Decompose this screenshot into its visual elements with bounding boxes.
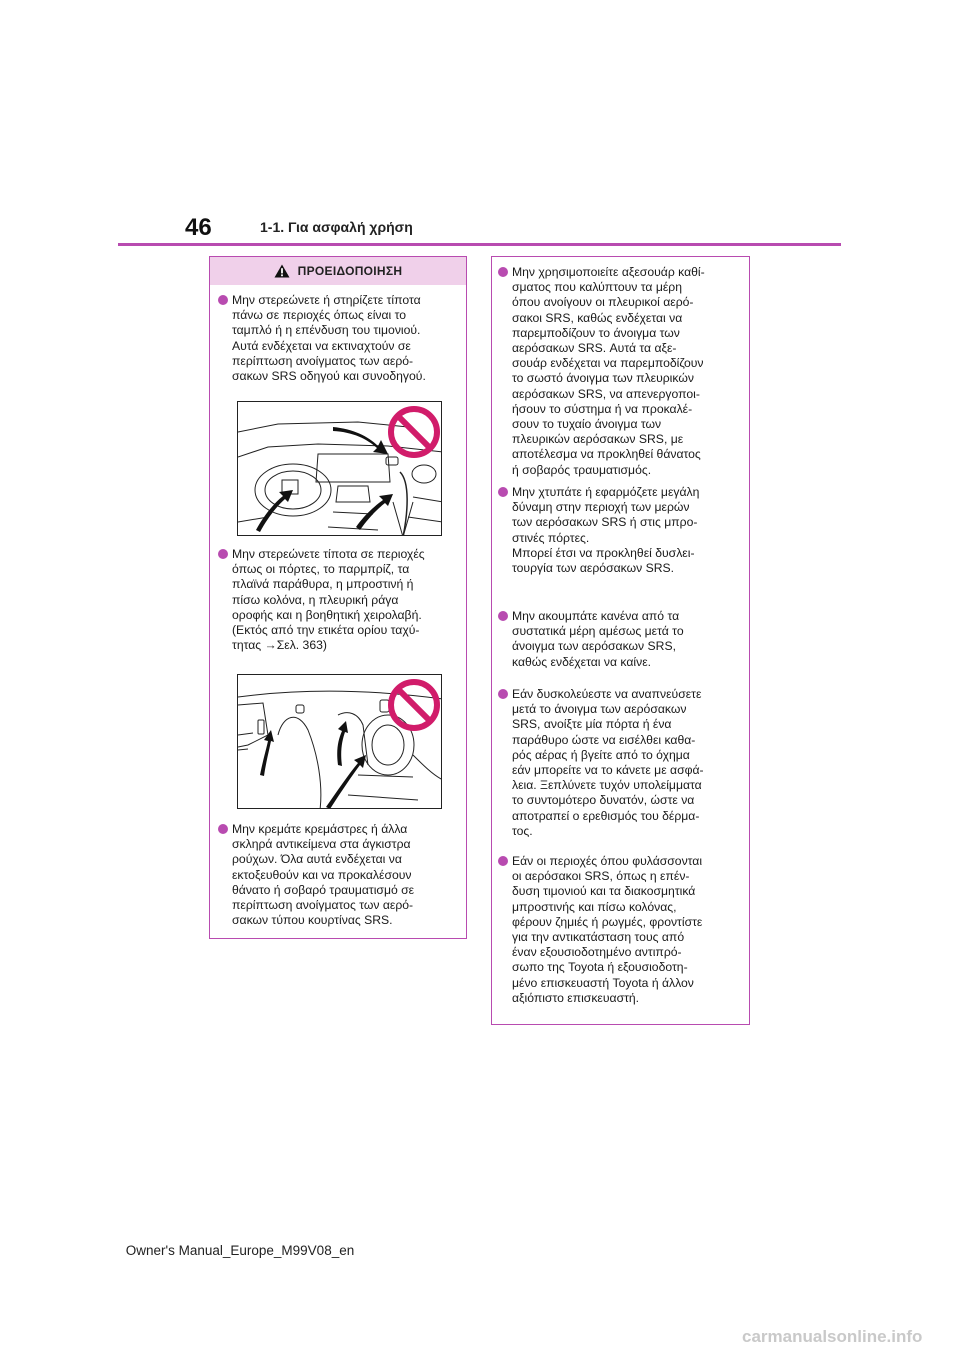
dashboard-illustration [237,401,442,536]
warning-header [210,257,466,285]
warning-item-1 [218,293,466,384]
bullet-icon [498,856,508,866]
bullet-icon [218,549,228,559]
right-item-text: Μην χτυπάτε ή εφαρμόζετε μεγάλη δύναμη στην περιοχή των μερών των αερόσακων SRS ή στις μπρο- στινές πόρτες. Μπορεί έτσι να προκληθεί δυσλει- τουργία των αερόσακων SRS. [512,485,700,576]
warning-box-continued [491,256,750,1025]
warning-item-text: Μην στερεώνετε ή στηρίζετε τίποτα πάνω σε περιοχές όπως είναι το ταμπλό ή η επένδυση του τιμονιού. Αυτά ενδέχεται να εκτιναχτούν σε περίπτωση ανοίγματος των αερό- σακων SRS οδηγού και συνοδηγού. [232,293,426,384]
page-number: 46 [185,214,212,241]
svg-text:carmanualsonline.info: carmanualsonline.info [742,1327,923,1346]
bullet-icon [498,267,508,277]
bullet-icon [218,295,228,305]
warning-item-3 [218,822,466,928]
bullet-icon [498,689,508,699]
right-item-2 [498,485,744,576]
right-item-text: Εάν δυσκολεύεστε να αναπνεύσετε μετά το άνοιγμα των αερόσακων SRS, ανοίξτε μία πόρτα ή ένα παράθυρο ώστε να εισέλθει καθα- ρός αέρας ή βγείτε από το όχημα εάν μπορείτε να το κάνετε με ασφά- λεια. Ξεπλύνετε τυχόν υπολείμματα το συντομότερο δυνατόν, ώστε να αποτραπεί ο ερεθισμός του δέρμα- τος. [512,687,704,838]
dashboard-drawing [238,402,442,536]
header-divider [118,243,841,246]
right-item-text: Μην ακουμπάτε κανένα από τα συστατικά μέρη αμέσως μετά το άνοιγμα των αερόσακων SRS, καθώς ενδέχεται να καίνε. [512,609,684,669]
warning-item-text: Μην κρεμάτε κρεμάστρες ή άλλα σκληρά αντικείμενα στα άγκιστρα ρούχων. Όλα αυτά ενδέχεται να εκτοξευθούν και να προκαλέσουν θάνατο ή σοβαρό τραυματισμό σε περίπτωση ανοίγματος των αερό- σακων τύπου κουρτίνας SRS. [232,822,415,928]
warning-item-2 [218,547,466,653]
right-item-text: Εάν οι περιοχές όπου φυλάσσονται οι αερόσακοι SRS, όπως η επέν- δυση τιμονιού και τα διακοσμητικά μπροστινής και πίσω κολόνας, φέρουν ζημιές ή ρωγμές, φροντίστε για την αντικατάσταση τους από έναν εξουσιοδοτημένο αντιπρό- σωπο της Toyota ή εξουσιοδοτη- μένο επισκευαστή Toyota ή άλλον αξιόπιστο επισκευαστή. [512,854,703,1005]
bullet-icon [218,824,228,834]
warning-box [209,256,467,939]
right-item-1 [498,265,744,478]
interior-drawing [238,675,442,809]
interior-pillars-illustration [237,674,442,809]
section-title: 1-1. Για ασφαλή χρήση [260,219,413,235]
warning-item-text: Μην στερεώνετε τίποτα σε περιοχές όπως οι πόρτες, το παρμπρίζ, τα πλαϊνά παράθυρα, η μπροστινή ή πίσω κολόνα, η πλευρική ράγα οροφής και η βοηθητική χειρολαβή. (Εκτός από την ετικέτα ορίου ταχύ- τητας →Σελ. 363) [232,547,425,653]
warning-triangle-icon [274,264,290,278]
bullet-icon [498,487,508,497]
footer-text: Owner's Manual_Europe_M99V08_en [125,1243,355,1258]
right-item-3 [498,609,744,670]
right-item-text: Μην χρησιμοποιείτε αξεσουάρ καθί- σματος που καλύπτουν τα μέρη όπου ανοίγουν οι πλευρικοί αερό- σακοι SRS, καθώς ενδέχεται να παρεμποδίζουν το άνοιγμα των αερόσακων SRS. Αυτά τα αξε- σουάρ ενδέχεται να παρεμποδίζουν το σωστό άνοιγμα των πλευρικών αερόσακων SRS, να απενεργοποι- ήσουν το σύστημα ή να προκαλέ- σουν το τυχαίο άνοιγμα των πλευρικών αερόσακων SRS, με αποτέλεσμα να προκληθεί θάνατος ή σοβαρός τραυματισμός. [512,265,705,477]
right-item-4 [498,687,744,839]
warning-title: ΠΡΟΕΙΔΟΠΟΙΗΣΗ [297,264,403,278]
watermark-logo [742,1324,952,1348]
bullet-icon [498,611,508,621]
right-item-5 [498,854,744,1006]
